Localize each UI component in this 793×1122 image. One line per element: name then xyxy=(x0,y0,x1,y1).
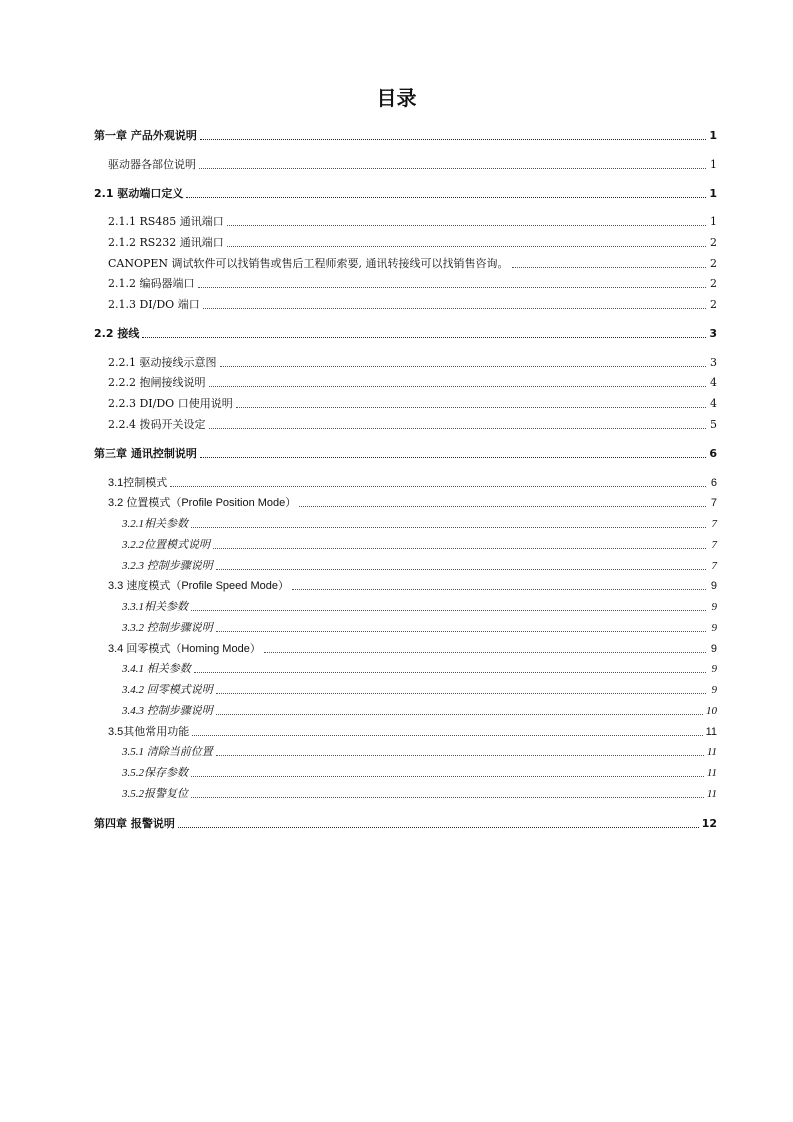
toc-page-number: 5 xyxy=(710,418,717,431)
toc-entry-text: 2.1.2 编码器端口 xyxy=(108,277,195,290)
toc-leader xyxy=(186,197,706,198)
toc-page-number: 4 xyxy=(710,397,717,410)
toc-leader xyxy=(216,755,704,756)
toc-entry-canopen-note[interactable] xyxy=(108,255,717,271)
toc-leader xyxy=(236,407,706,408)
toc-entry-text: 3.3.1相关参数 xyxy=(122,601,188,613)
toc-page-number: 9 xyxy=(711,663,717,675)
toc-leader xyxy=(220,366,707,367)
toc-page-number: 2 xyxy=(710,257,717,270)
toc-leader xyxy=(199,168,706,169)
toc-entry-3-4-1[interactable] xyxy=(122,660,717,676)
toc-page-number: 3 xyxy=(709,327,717,340)
toc-leader xyxy=(213,548,706,549)
toc-leader xyxy=(191,797,704,798)
toc-entry-3-2-3[interactable] xyxy=(122,557,717,573)
toc-page-number: 9 xyxy=(711,622,717,634)
toc-entry-2-2-4[interactable] xyxy=(108,416,717,432)
toc-entry-text: 3.2.3 控制步骤说明 xyxy=(122,560,213,572)
toc-entry-text: 2.2.2 抱闸接线说明 xyxy=(108,376,206,389)
toc-entry-2-1-3[interactable] xyxy=(108,296,717,312)
toc-title: 目录 xyxy=(376,86,417,110)
toc-leader xyxy=(194,672,706,673)
toc-page-number: 6 xyxy=(710,477,717,489)
toc-leader xyxy=(192,735,702,736)
toc-page-number: 12 xyxy=(701,817,717,830)
toc-leader xyxy=(198,287,707,288)
toc-leader xyxy=(191,610,706,611)
toc-entry-3-4-3[interactable] xyxy=(122,702,717,718)
toc-leader xyxy=(170,486,706,487)
toc-entry-text: 3.2 位置模式（Profile Position Mode） xyxy=(108,497,297,509)
toc-page-number: 9 xyxy=(710,643,717,655)
toc-entry-3-3-1[interactable] xyxy=(122,598,717,614)
toc-leader xyxy=(216,631,706,632)
toc-entry-text: 3.2.2位置模式说明 xyxy=(122,539,210,551)
toc-entry-3-4[interactable] xyxy=(108,640,717,656)
toc-entry-3-2[interactable] xyxy=(108,494,717,510)
toc-entry-chapter-1[interactable] xyxy=(94,127,717,143)
toc-entry-text: 3.3.2 控制步骤说明 xyxy=(122,622,213,634)
toc-page-number: 2 xyxy=(710,298,717,311)
toc-entry-text: 3.4.2 回零模式说明 xyxy=(122,684,213,696)
toc-entry-text: 2.2.1 驱动接线示意图 xyxy=(108,356,217,369)
toc-entry-text: 3.3 速度模式（Profile Speed Mode） xyxy=(108,580,289,592)
toc-page-number: 4 xyxy=(710,376,717,389)
toc-leader xyxy=(203,308,706,309)
toc-entry-text: 3.2.1相关参数 xyxy=(122,518,188,530)
toc-entry-2-2-3[interactable] xyxy=(108,395,717,411)
toc-entry-3-3-2[interactable] xyxy=(122,619,717,635)
toc-entry-text: 3.5.1 清除当前位置 xyxy=(122,746,213,758)
toc-entry-text: 2.1.3 DI/DO 端口 xyxy=(108,298,200,311)
toc-entry-3-5-2-save[interactable] xyxy=(122,764,717,780)
toc-entry-text: CANOPEN 调试软件可以找销售或售后工程师索要, 通讯转接线可以找销售咨询。 xyxy=(108,257,509,270)
toc-leader xyxy=(216,693,706,694)
toc-page-number: 10 xyxy=(706,705,717,717)
toc-entry-text: 2.2.4 拨码开关设定 xyxy=(108,418,206,431)
toc-entry-3-5-1[interactable] xyxy=(122,743,717,759)
toc-leader xyxy=(209,386,707,387)
toc-entry-text: 2.1.1 RS485 通讯端口 xyxy=(108,215,224,228)
toc-entry-text: 3.4.3 控制步骤说明 xyxy=(122,705,213,717)
toc-entry-text: 3.5.2报警复位 xyxy=(122,788,188,800)
toc-leader xyxy=(264,652,706,653)
toc-page-number: 7 xyxy=(711,539,717,551)
toc-entry-text: 3.1控制模式 xyxy=(108,477,168,489)
toc-page-number: 11 xyxy=(706,767,717,779)
toc-entry-text: 第三章 通讯控制说明 xyxy=(94,447,197,460)
toc-entry-text: 3.5.2保存参数 xyxy=(122,767,188,779)
toc-leader xyxy=(178,827,699,828)
toc-page-number: 1 xyxy=(710,158,717,171)
toc-page-number: 2 xyxy=(710,236,717,249)
toc-page-number: 1 xyxy=(710,215,717,228)
toc-leader xyxy=(142,337,706,338)
toc-entry-2-1-2-rs232[interactable] xyxy=(108,234,717,250)
toc-leader xyxy=(227,246,706,247)
toc-entry-2-2-2[interactable] xyxy=(108,374,717,390)
toc-entry-3-2-1[interactable] xyxy=(122,515,717,531)
toc-entry-3-5-2-reset[interactable] xyxy=(122,785,717,801)
toc-entry-text: 2.1 驱动端口定义 xyxy=(94,187,184,200)
toc-leader xyxy=(209,428,707,429)
toc-page-number: 9 xyxy=(711,601,717,613)
toc-page-number: 2 xyxy=(710,277,717,290)
toc-leader xyxy=(191,776,704,777)
toc-page-number: 11 xyxy=(706,746,717,758)
toc-page-number: 1 xyxy=(709,187,717,200)
toc-entry-2-2-1[interactable] xyxy=(108,354,717,370)
toc-entry-3-5[interactable] xyxy=(108,723,717,739)
toc-entry-text: 2.2.3 DI/DO 口使用说明 xyxy=(108,397,233,410)
toc-entry-text: 3.4 回零模式（Homing Mode） xyxy=(108,643,261,655)
toc-page-number: 3 xyxy=(710,356,717,369)
toc-leader xyxy=(191,527,706,528)
toc-leader xyxy=(512,267,706,268)
toc-entry-text: 2.2 接线 xyxy=(94,327,140,340)
toc-leader xyxy=(292,589,706,590)
toc-page-number: 6 xyxy=(709,447,717,460)
toc-entry-chapter-3[interactable] xyxy=(94,445,717,461)
toc-page-number: 9 xyxy=(710,580,717,592)
toc-entry-3-1[interactable] xyxy=(108,474,717,490)
toc-entry-2-1-2-encoder[interactable] xyxy=(108,275,717,291)
toc-leader xyxy=(200,139,706,140)
toc-entry-2-2[interactable] xyxy=(94,325,717,341)
toc-leader xyxy=(200,457,706,458)
toc-page-number: 7 xyxy=(710,497,717,509)
toc-entry-text: 第四章 报警说明 xyxy=(94,817,175,830)
toc-entry-3-3[interactable] xyxy=(108,577,717,593)
toc-page-number: 7 xyxy=(711,518,717,530)
toc-entry-2-1-1[interactable] xyxy=(108,213,717,229)
toc-entry-text: 3.5其他常用功能 xyxy=(108,726,190,738)
toc-entry-text: 第一章 产品外观说明 xyxy=(94,129,197,142)
toc-entry-2-1[interactable] xyxy=(94,185,717,201)
toc-page-number: 9 xyxy=(711,684,717,696)
toc-entry-drive-parts[interactable] xyxy=(108,156,717,172)
toc-page-number: 7 xyxy=(711,560,717,572)
toc-entry-3-2-2[interactable] xyxy=(122,536,717,552)
toc-entry-text: 3.4.1 相关参数 xyxy=(122,663,191,675)
toc-page-number: 1 xyxy=(709,129,717,142)
toc-leader xyxy=(216,569,706,570)
toc-leader xyxy=(299,506,706,507)
toc-entry-chapter-4[interactable] xyxy=(94,815,717,831)
toc-leader xyxy=(227,225,706,226)
toc-leader xyxy=(216,714,703,715)
toc-entry-3-4-2[interactable] xyxy=(122,681,717,697)
toc-page-number: 11 xyxy=(705,726,717,738)
toc-page-number: 11 xyxy=(706,788,717,800)
toc-entry-text: 驱动器各部位说明 xyxy=(108,158,196,171)
toc-entry-text: 2.1.2 RS232 通讯端口 xyxy=(108,236,224,249)
